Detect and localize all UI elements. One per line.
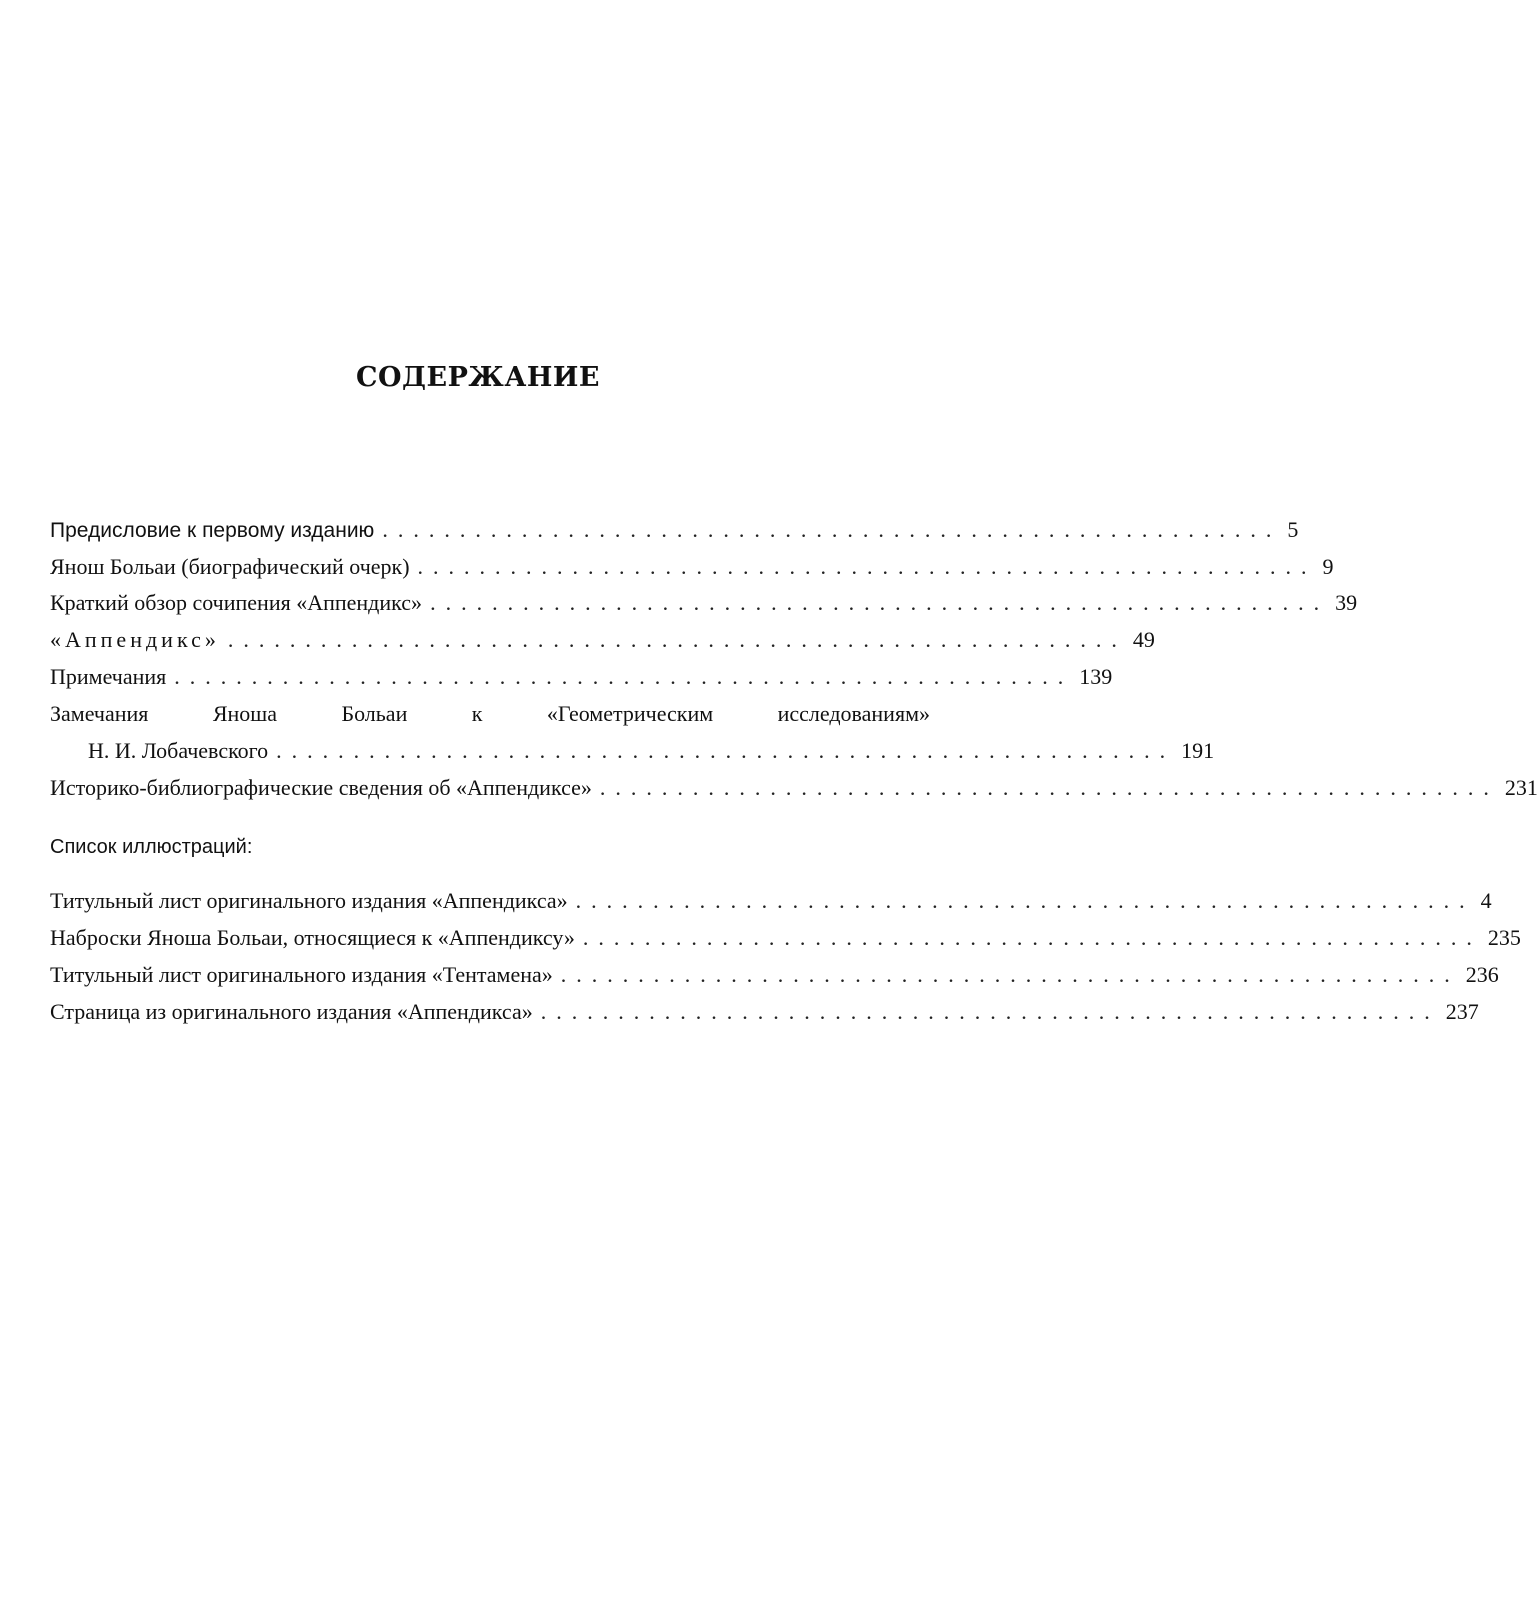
toc-entry-label: Замечания Яноша Больаи к «Геометрическим исследованиям» (50, 701, 930, 726)
illustration-label: Титульный лист оригинального издания «Тентамена» (50, 962, 553, 987)
toc-entry-notes (50, 662, 1113, 692)
toc-entry-page: 231 (1504, 775, 1538, 800)
leader-dots: .......................................................... (227, 627, 1127, 652)
toc-entry-label: Историко-библиографические сведения об «Аппендиксе» (50, 775, 592, 800)
toc-entry-page: 49 (1132, 627, 1155, 652)
illustrations-heading: Список иллюстраций: (50, 836, 253, 858)
toc-entry-remarks-continued (50, 736, 1215, 766)
toc-entry-preface (50, 515, 1299, 545)
toc-entry-page: 9 (1322, 554, 1334, 579)
illustration-label: Наброски Яноша Больаи, относящиеся к «Аппендиксу» (50, 925, 575, 950)
toc-entry-label: Предисловие к первому изданию (50, 519, 375, 542)
toc-entry-page: 5 (1287, 517, 1299, 542)
illustration-entry (50, 960, 1499, 990)
toc-entry-page: 191 (1181, 738, 1215, 763)
leader-dots: .......................................................... (174, 664, 1074, 689)
toc-entry-label: Примечания (50, 664, 167, 689)
leader-dots: .......................................................... (582, 925, 1482, 950)
illustration-label: Страница из оригинального издания «Аппендикса» (50, 999, 533, 1024)
toc-entry-label: Краткий обзор сочипения «Аппендикс» (50, 590, 423, 615)
leader-dots: .......................................................... (430, 590, 1330, 615)
toc-entry-label: Янош Больаи (биографический очерк) (50, 554, 410, 579)
illustration-page: 4 (1480, 888, 1492, 913)
leader-dots: .......................................................... (599, 775, 1499, 800)
illustration-page: 235 (1487, 925, 1521, 950)
toc-entry-overview (50, 588, 1358, 618)
leader-dots: .......................................................... (382, 517, 1282, 542)
leader-dots: .......................................................... (540, 999, 1440, 1024)
illustration-entry (50, 997, 1479, 1027)
toc-entry-label: Н. И. Лобачевского (88, 738, 269, 763)
illustration-label: Титульный лист оригинального издания «Аппендикса» (50, 888, 568, 913)
leader-dots: .......................................................... (417, 554, 1317, 579)
toc-entry-history (50, 773, 1538, 803)
toc-entry-remarks (50, 699, 930, 729)
leader-dots: .......................................................... (575, 888, 1475, 913)
toc-entry-biography (50, 552, 1334, 582)
illustration-page: 237 (1445, 999, 1479, 1024)
toc-entry-appendix (50, 625, 1155, 655)
illustration-entry (50, 886, 1492, 916)
leader-dots: .......................................................... (276, 738, 1176, 763)
leader-dots: .......................................................... (560, 962, 1460, 987)
page-title: СОДЕРЖАНИЕ (356, 362, 600, 393)
toc-entry-page: 139 (1079, 664, 1113, 689)
toc-entry-label: «Аппендикс» (50, 627, 220, 652)
illustration-entry (50, 923, 1521, 953)
toc-entry-page: 39 (1335, 590, 1358, 615)
illustration-page: 236 (1465, 962, 1499, 987)
